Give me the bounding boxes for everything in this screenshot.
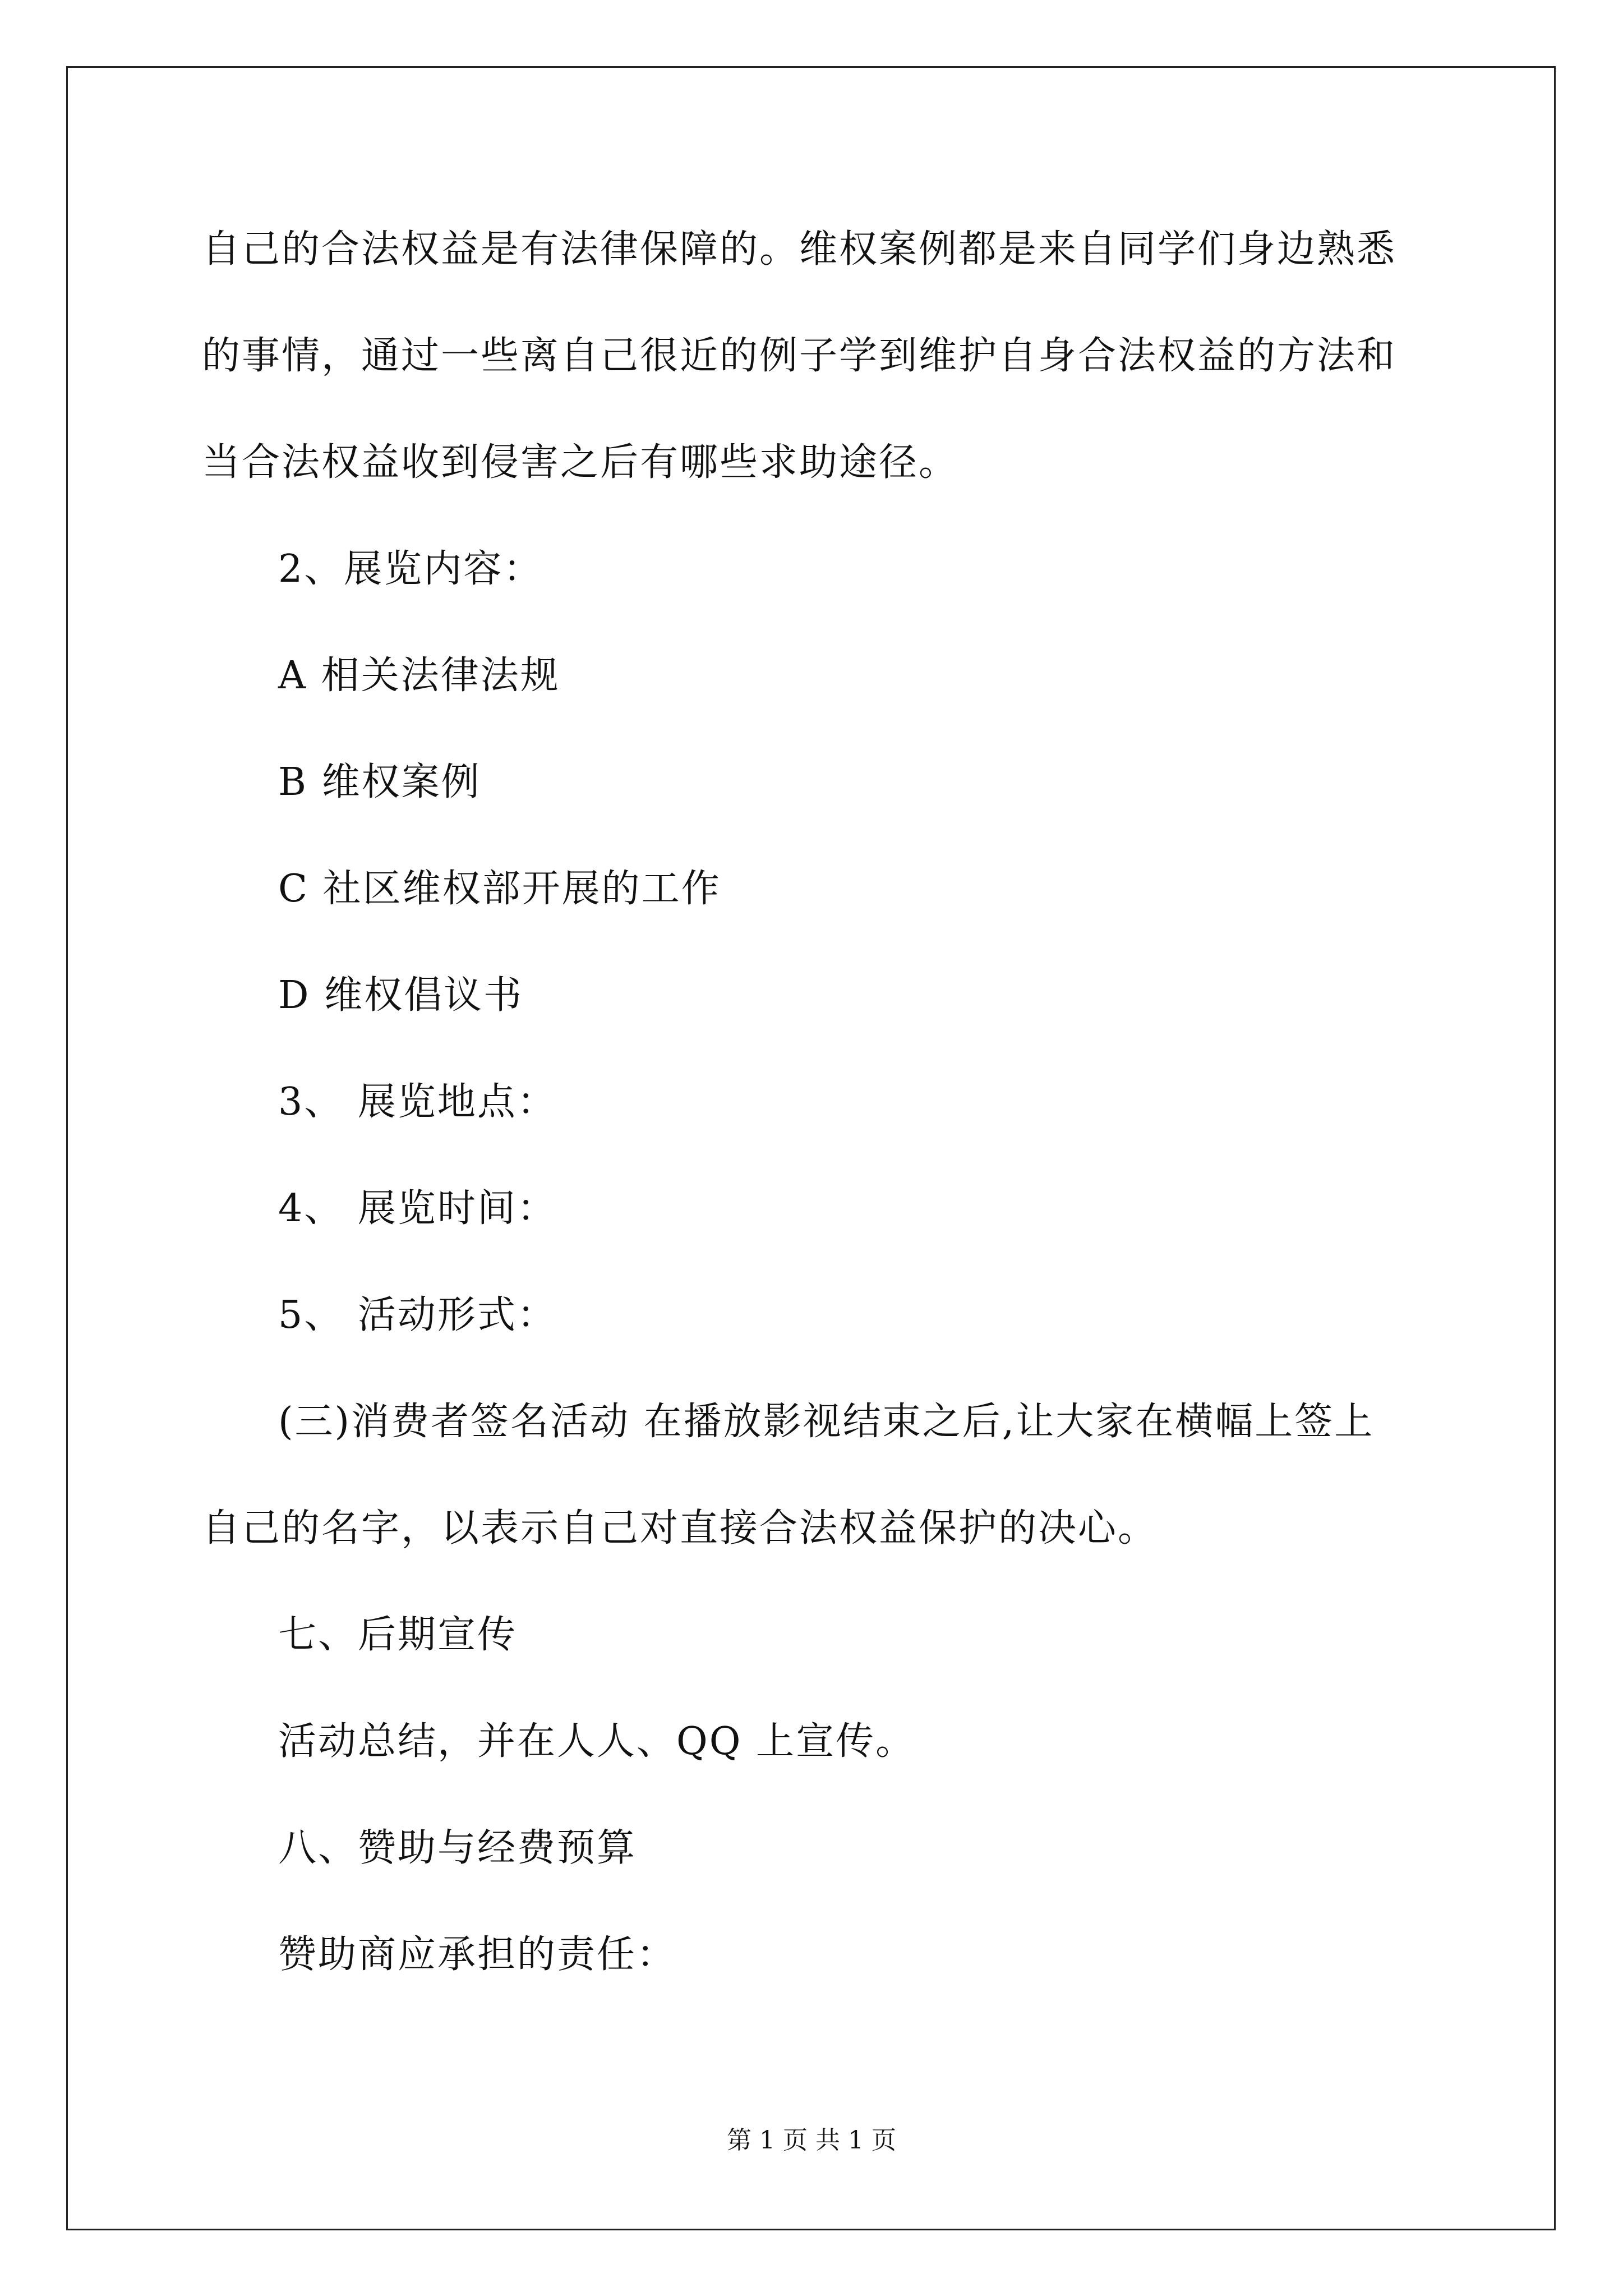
paragraph-line: (三)消费者签名活动 在播放影视结束之后,让大家在横幅上签上: [278, 1400, 1375, 1444]
paragraph-line: 自己的名字，以表示自己对直接合法权益保护的决心。: [202, 1506, 1158, 1550]
section-heading: 5、 活动形式：: [278, 1293, 557, 1337]
list-item: B 维权案例: [278, 760, 481, 804]
page-number-footer: 第 1 页 共 1 页: [727, 2126, 896, 2155]
paragraph-line: 自己的合法权益是有法律保障的。维权案例都是来自同学们身边熟悉: [202, 227, 1397, 272]
list-item: C 社区维权部开展的工作: [278, 867, 721, 911]
list-item: A 相关法律法规: [278, 654, 560, 698]
paragraph-line: 赞助商应承担的责任：: [278, 1932, 677, 1977]
section-heading: 3、 展览地点：: [278, 1080, 557, 1124]
section-heading: 2、展览内容：: [278, 547, 543, 591]
list-item: D 维权倡议书: [278, 973, 524, 1018]
section-heading: 八、赞助与经费预算: [278, 1826, 637, 1870]
page-border: [66, 66, 1556, 2230]
section-heading: 4、 展览时间：: [278, 1186, 557, 1231]
paragraph-line: 的事情，通过一些离自己很近的例子学到维护自身合法权益的方法和: [202, 334, 1397, 378]
paragraph-line: 活动总结，并在人人、QQ 上宣传。: [278, 1719, 916, 1764]
section-heading: 七、后期宣传: [278, 1613, 518, 1657]
paragraph-line: 当合法权益收到侵害之后有哪些求助途径。: [202, 440, 959, 485]
